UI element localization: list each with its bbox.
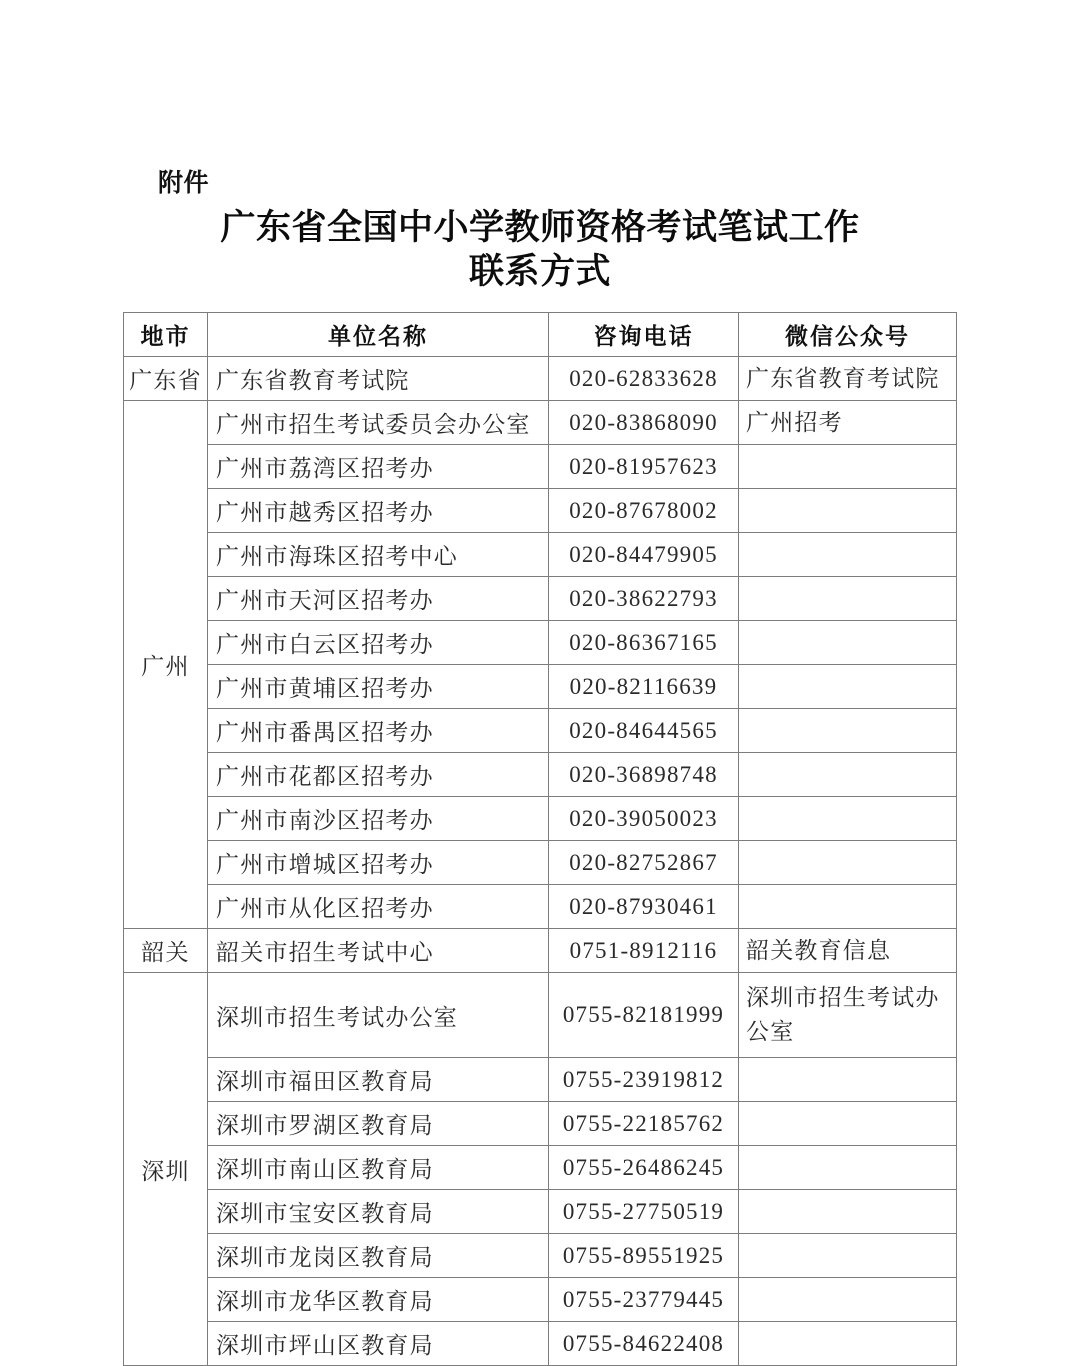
cell-unit: 广州市海珠区招考中心 [208, 533, 549, 577]
table-header [124, 313, 957, 357]
page-title-line-1: 广东省全国中小学教师资格考试笔试工作 [220, 208, 860, 247]
table-row [124, 885, 957, 929]
cell-unit: 深圳市福田区教育局 [208, 1058, 549, 1102]
cell-phone: 020-87678002 [549, 489, 739, 533]
table-row [124, 709, 957, 753]
cell-phone: 0755-22185762 [549, 1102, 739, 1146]
cell-wechat [739, 577, 957, 621]
column-header-phone: 咨询电话 [549, 313, 739, 357]
table-row [124, 445, 957, 489]
cell-wechat [739, 489, 957, 533]
table-row [124, 841, 957, 885]
cell-wechat [739, 533, 957, 577]
cell-wechat: 韶关教育信息 [739, 929, 957, 973]
cell-unit: 深圳市坪山区教育局 [208, 1322, 549, 1366]
page-title [140, 206, 940, 294]
table-row [124, 797, 957, 841]
cell-phone: 020-82116639 [549, 665, 739, 709]
column-header-unit: 单位名称 [208, 313, 549, 357]
contact-table [123, 312, 957, 1366]
table-row [124, 753, 957, 797]
cell-phone: 020-87930461 [549, 885, 739, 929]
cell-unit: 广州市招生考试委员会办公室 [208, 401, 549, 445]
cell-unit: 广州市黄埔区招考办 [208, 665, 549, 709]
cell-wechat [739, 797, 957, 841]
cell-wechat [739, 1102, 957, 1146]
table-row [124, 929, 957, 973]
cell-wechat: 广东省教育考试院 [739, 357, 957, 401]
cell-unit: 广州市番禺区招考办 [208, 709, 549, 753]
cell-phone: 0755-23919812 [549, 1058, 739, 1102]
table-body [124, 357, 957, 1366]
cell-city-merged-shenzhen: 深圳 [124, 973, 208, 1366]
cell-wechat [739, 1234, 957, 1278]
table-row [124, 1190, 957, 1234]
cell-phone: 020-38622793 [549, 577, 739, 621]
cell-wechat [739, 1146, 957, 1190]
cell-wechat [739, 665, 957, 709]
cell-phone: 020-62833628 [549, 357, 739, 401]
table-row [124, 973, 957, 1058]
cell-unit: 广州市白云区招考办 [208, 621, 549, 665]
cell-phone: 020-39050023 [549, 797, 739, 841]
table-row [124, 1102, 957, 1146]
cell-city: 广东省 [124, 357, 208, 401]
cell-unit: 广州市南沙区招考办 [208, 797, 549, 841]
table-row [124, 489, 957, 533]
cell-phone: 020-84644565 [549, 709, 739, 753]
cell-wechat: 深圳市招生考试办公室 [739, 973, 957, 1058]
table-row [124, 1058, 957, 1102]
cell-phone: 0755-89551925 [549, 1234, 739, 1278]
table-row [124, 665, 957, 709]
cell-unit: 广州市花都区招考办 [208, 753, 549, 797]
cell-wechat [739, 1322, 957, 1366]
cell-phone: 020-86367165 [549, 621, 739, 665]
table-row [124, 533, 957, 577]
cell-unit: 深圳市宝安区教育局 [208, 1190, 549, 1234]
cell-phone: 0755-26486245 [549, 1146, 739, 1190]
cell-unit: 广州市天河区招考办 [208, 577, 549, 621]
cell-unit: 广州市越秀区招考办 [208, 489, 549, 533]
cell-wechat [739, 841, 957, 885]
cell-unit: 韶关市招生考试中心 [208, 929, 549, 973]
cell-wechat [739, 621, 957, 665]
table-row [124, 401, 957, 445]
cell-unit: 广州市荔湾区招考办 [208, 445, 549, 489]
table-row [124, 621, 957, 665]
table-row [124, 357, 957, 401]
cell-unit: 广州市增城区招考办 [208, 841, 549, 885]
cell-phone: 0751-8912116 [549, 929, 739, 973]
cell-phone: 0755-27750519 [549, 1190, 739, 1234]
cell-phone: 020-82752867 [549, 841, 739, 885]
cell-unit: 深圳市龙岗区教育局 [208, 1234, 549, 1278]
cell-phone: 020-36898748 [549, 753, 739, 797]
table-row [124, 577, 957, 621]
table-row [124, 1322, 957, 1366]
cell-phone: 0755-23779445 [549, 1278, 739, 1322]
cell-unit: 广州市从化区招考办 [208, 885, 549, 929]
column-header-wechat: 微信公众号 [739, 313, 957, 357]
table-row [124, 1234, 957, 1278]
cell-phone: 0755-82181999 [549, 973, 739, 1058]
cell-wechat [739, 1058, 957, 1102]
cell-wechat: 广州招考 [739, 401, 957, 445]
page-title-line-2: 联系方式 [468, 252, 611, 291]
cell-city: 韶关 [124, 929, 208, 973]
cell-unit: 深圳市招生考试办公室 [208, 973, 549, 1058]
cell-wechat [739, 1278, 957, 1322]
cell-phone: 0755-84622408 [549, 1322, 739, 1366]
cell-wechat [739, 753, 957, 797]
column-header-city: 地市 [124, 313, 208, 357]
table-row [124, 1278, 957, 1322]
cell-wechat [739, 1190, 957, 1234]
cell-unit: 深圳市龙华区教育局 [208, 1278, 549, 1322]
cell-unit: 深圳市罗湖区教育局 [208, 1102, 549, 1146]
cell-wechat [739, 445, 957, 489]
cell-phone: 020-81957623 [549, 445, 739, 489]
cell-unit: 深圳市南山区教育局 [208, 1146, 549, 1190]
cell-phone: 020-83868090 [549, 401, 739, 445]
cell-unit: 广东省教育考试院 [208, 357, 549, 401]
table-row [124, 1146, 957, 1190]
table-header-row [124, 313, 957, 357]
cell-wechat [739, 885, 957, 929]
cell-city-merged-guangzhou: 广州 [124, 401, 208, 929]
cell-wechat [739, 709, 957, 753]
cell-phone: 020-84479905 [549, 533, 739, 577]
attachment-label: 附件 [158, 169, 210, 197]
